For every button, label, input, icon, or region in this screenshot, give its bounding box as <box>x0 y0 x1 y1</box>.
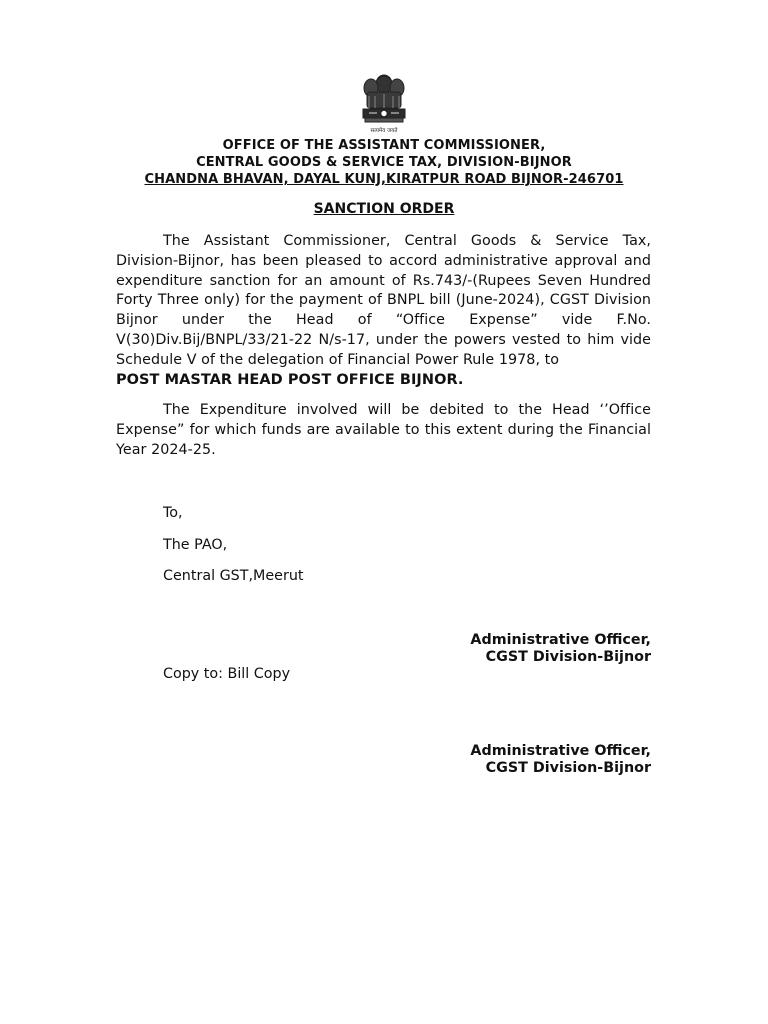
national-emblem-icon <box>357 72 411 138</box>
address-recipient: The PAO, <box>163 537 228 553</box>
expenditure-text: The Expenditure involved will be debited to the Head ‘’Office Expense” for which funds are available to this extent during the Financial Year 2024-25. <box>116 402 651 458</box>
sanction-paragraph <box>116 232 651 390</box>
copy-to-line: Copy to: Bill Copy <box>163 666 291 682</box>
sanction-text: The Assistant Commissioner, Central Goods & Service Tax, Division-Bijnor, has been pleased to accord administrative approval and expenditure sanction for an amount of Rs.743/-(Rupees Seven Hundred Forty Three only) for the payment of BNPL bill (June-2024), CGST Division Bijnor under the Head of “Office Expense” vide F.No. V(30)Div.Bij/BNPL/33/21-22 N/s-17, under the powers vested to him vide Schedule V of the delegation of Financial Power Rule 1978, to <box>116 233 651 368</box>
document-title: SANCTION ORDER <box>313 201 455 217</box>
signature-office: CGST Division-Bijnor <box>485 649 651 665</box>
emblem-motto: सत्यमेव जयते <box>370 128 398 134</box>
address-to: To, <box>163 505 183 521</box>
signature-block-1 <box>470 632 651 666</box>
signature-office: CGST Division-Bijnor <box>485 760 651 776</box>
signature-block-2 <box>470 743 651 777</box>
expenditure-paragraph <box>116 401 651 460</box>
signature-designation: Administrative Officer, <box>470 743 651 759</box>
signature-designation: Administrative Officer, <box>470 632 651 648</box>
office-address-line: CHANDNA BHAVAN, DAYAL KUNJ,KIRATPUR ROAD BIJNOR-246701 <box>144 172 624 187</box>
office-header-line-2: CENTRAL GOODS & SERVICE TAX, DIVISION-BIJNOR <box>196 155 572 170</box>
payee-name: POST MASTAR HEAD POST OFFICE BIJNOR. <box>116 371 464 388</box>
office-header-line-1: OFFICE OF THE ASSISTANT COMMISSIONER, <box>222 138 546 153</box>
address-location: Central GST,Meerut <box>163 568 304 584</box>
